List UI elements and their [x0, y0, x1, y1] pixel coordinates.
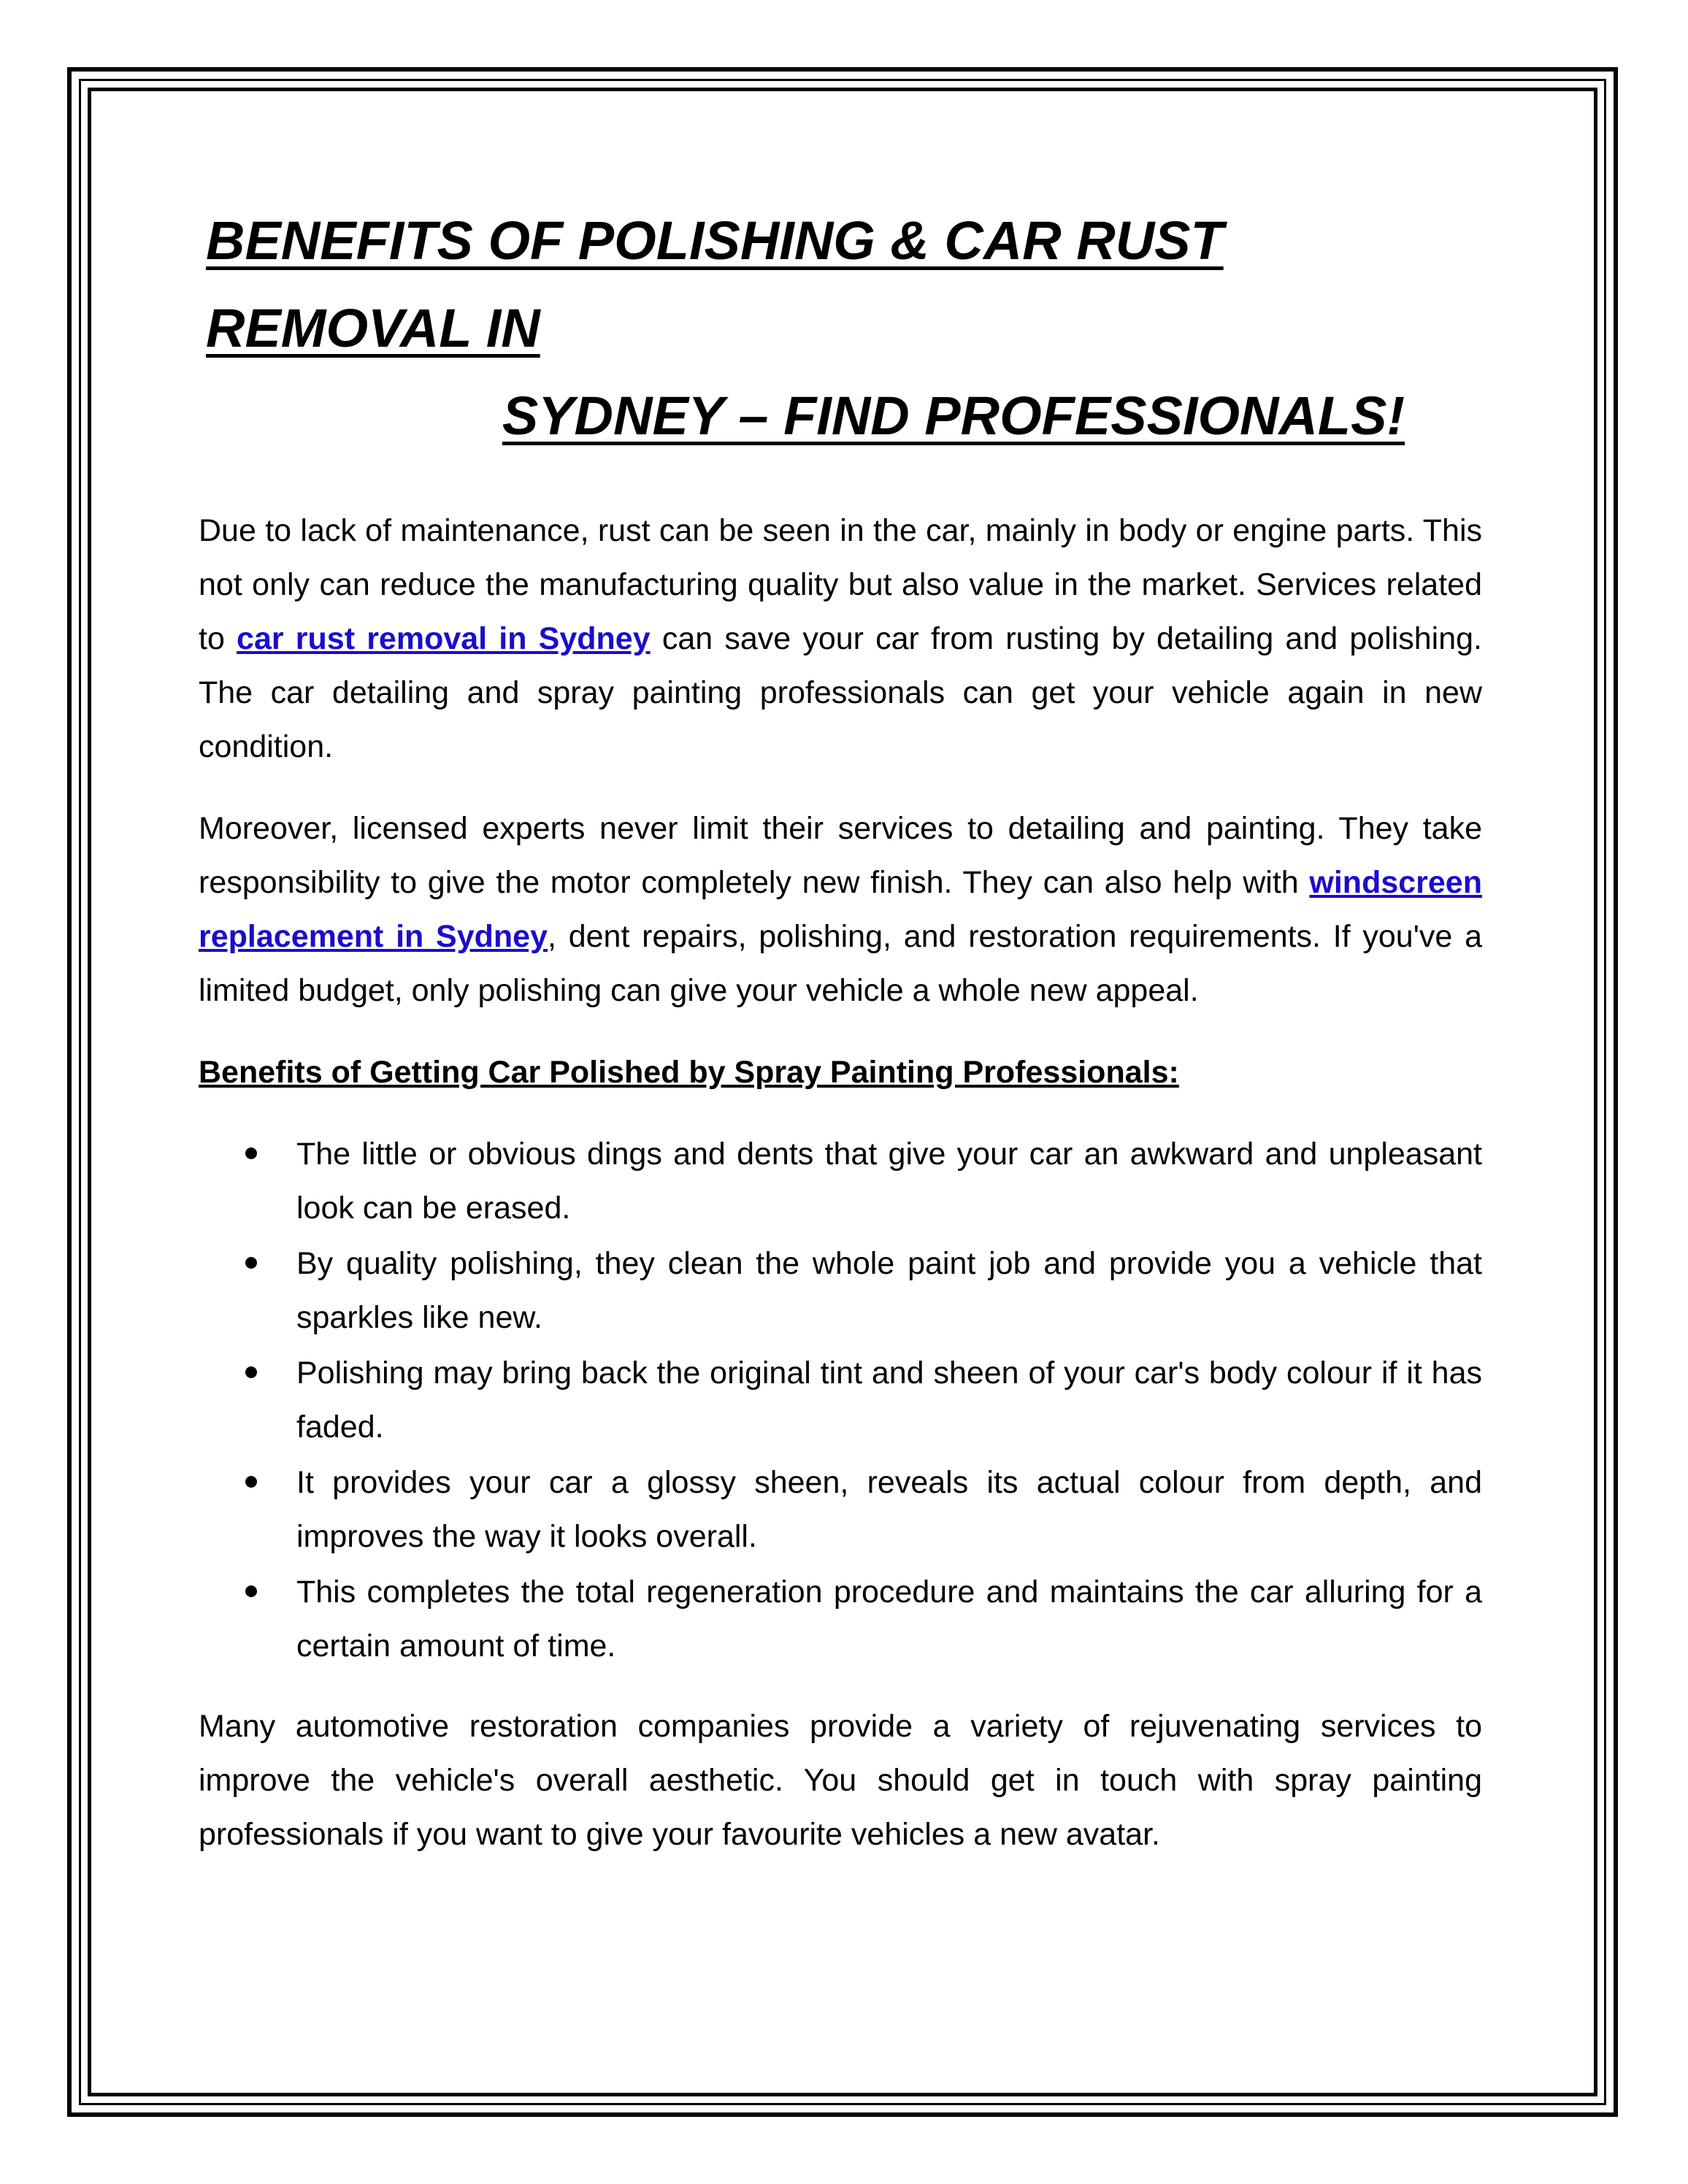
list-item [296, 1456, 1482, 1564]
benefit-text: The little or obvious dings and dents that give your car an awkward and unpleasant look can be erased. [296, 1137, 1482, 1226]
intro-text-before-link: Due to lack of maintenance, rust can be seen in the car, mainly in body or engine parts. This not only can reduce the manufacturing quality but also value in the market. Services related to [199, 513, 1482, 656]
car-rust-removal-link[interactable]: car rust removal in Sydney [237, 621, 651, 656]
intro-paragraph [199, 504, 1482, 774]
bullet-icon [245, 1147, 257, 1159]
benefit-text: It provides your car a glossy sheen, reveals its actual colour from depth, and improves the way it looks overall. [296, 1465, 1482, 1554]
page-title [197, 197, 1491, 460]
services-text-after-link: , dent repairs, polishing, and restoration requirements. If you've a limited budget, only polishing can give your vehicle a whole new appeal. [199, 919, 1483, 1008]
bullet-icon [245, 1366, 257, 1378]
windscreen-replacement-link[interactable]: windscreen replacement in Sydney [199, 865, 1482, 954]
article-body [199, 504, 1482, 1889]
list-item [296, 1565, 1482, 1673]
benefit-text: This completes the total regeneration procedure and maintains the car alluring for a certain amount of time. [296, 1574, 1482, 1664]
benefit-text: Polishing may bring back the original tint and sheen of your car's body colour if it has faded. [296, 1356, 1482, 1445]
intro-text-after-link: can save your car from rusting by detailing and polishing. The car detailing and spray painting professionals can get your vehicle again in new condition. [199, 621, 1482, 764]
benefits-list [199, 1127, 1482, 1673]
services-text-before-link: Moreover, licensed experts never limit their services to detailing and painting. They take responsibility to give the motor completely new finish. They can also help with [199, 811, 1482, 900]
list-item [296, 1127, 1482, 1235]
benefit-text: By quality polishing, they clean the whole paint job and provide you a vehicle that sparkles like new. [296, 1246, 1482, 1335]
title-line-1: BENEFITS OF POLISHING & CAR RUST REMOVAL IN [206, 210, 1224, 358]
bullet-icon [245, 1585, 257, 1597]
list-item [296, 1346, 1482, 1454]
title-line-2: SYDNEY – FIND PROFESSIONALS! [502, 385, 1405, 446]
bullet-icon [245, 1476, 257, 1488]
closing-paragraph: Many automotive restoration companies provide a variety of rejuvenating services to improve the vehicle's overall aesthetic. You should get in touch with spray painting professionals if you want to give your favourite vehicles a new avatar. [199, 1709, 1482, 1852]
list-item [296, 1237, 1482, 1345]
benefits-subheading: Benefits of Getting Car Polished by Spray Painting Professionals: [199, 1055, 1179, 1090]
services-paragraph [199, 801, 1482, 1018]
bullet-icon [245, 1257, 257, 1269]
